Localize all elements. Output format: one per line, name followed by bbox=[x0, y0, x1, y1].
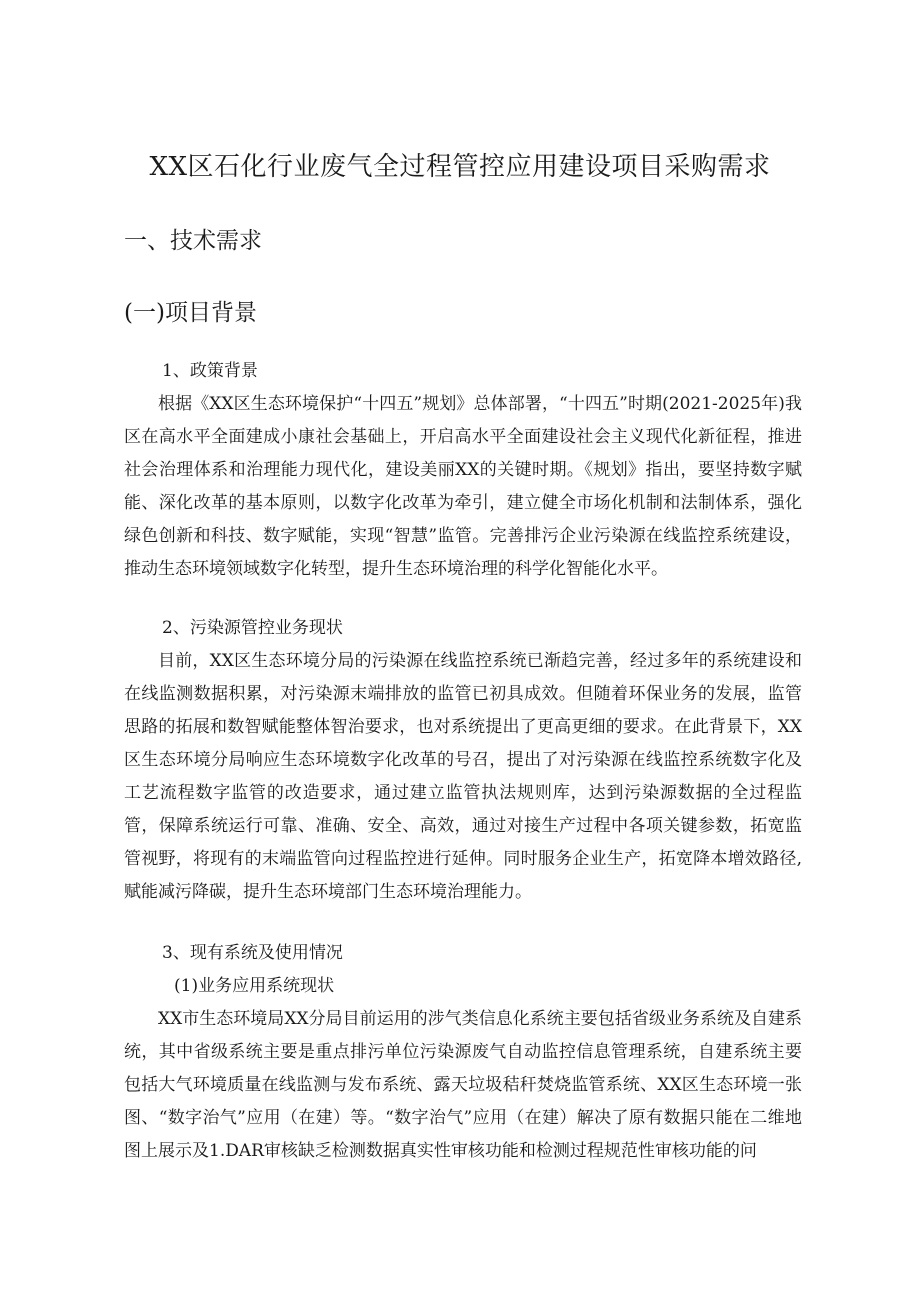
document-title: XX区石化行业废气全过程管控应用建设项目采购需求 bbox=[149, 152, 771, 182]
section-heading-technical-requirements: 一、技术需求 bbox=[124, 228, 262, 254]
item-heading-existing-systems: 3、现有系统及使用情况 bbox=[162, 943, 343, 963]
paragraph-existing-systems: XX市生态环境局XX分局目前运用的涉气类信息化系统主要包括省级业务系统及自建系统，其中省级系统主要是重点排污单位污染源废气自动监控信息管理系统，自建系统主要包括大气环境质量在线监测与发布系统、露天垃圾秸秆焚烧监管系统、XX区生态环境一张图、“数字治气”应用（在建）等。“数字治气”应用（在建）解决了原有数据只能在二维地图上展示及1.DAR审核缺乏检测数据真实性审核功能和检测过程规范性审核功能的问 bbox=[124, 1009, 802, 1161]
pollution-control-status-block bbox=[124, 612, 802, 909]
existing-systems-block bbox=[124, 937, 802, 1168]
policy-background-block bbox=[124, 355, 802, 586]
subitem-heading-business-systems: (1)业务应用系统现状 bbox=[174, 976, 335, 996]
item-heading-pollution-control-status: 2、污染源管控业务现状 bbox=[162, 618, 343, 638]
item-heading-policy-background: 1、政策背景 bbox=[162, 361, 258, 381]
paragraph-policy-background: 根据《XX区生态环境保护“十四五”规划》总体部署，“十四五”时期(2021-2025年)我区在高水平全面建成小康社会基础上，开启高水平全面建设社会主义现代化新征程，推进社会治理体系和治理能力现代化，建设美丽XX的关键时期。《规划》指出，要坚持数字赋能、深化改革的基本原则，以数字化改革为牵引，建立健全市场化机制和法制体系，强化绿色创新和科技、数字赋能，实现“智慧”监管。完善排污企业污染源在线监控系统建设，推动生态环境领域数字化转型，提升生态环境治理的科学化智能化水平。 bbox=[124, 394, 802, 579]
paragraph-pollution-control-status: 目前，XX区生态环境分局的污染源在线监控系统已渐趋完善，经过多年的系统建设和在线监测数据积累，对污染源末端排放的监管已初具成效。但随着环保业务的发展，监管思路的拓展和数智赋能整体智治要求，也对系统提出了更高更细的要求。在此背景下，XX区生态环境分局响应生态环境数字化改革的号召，提出了对污染源在线监控系统数字化及工艺流程数字监管的改造要求，通过建立监管执法规则库，达到污染源数据的全过程监管，保障系统运行可靠、准确、安全、高效，通过对接生产过程中各项关键参数，拓宽监管视野，将现有的末端监管向过程监控进行延伸。同时服务企业生产，拓宽降本增效路径,赋能减污降碳，提升生态环境部门生态环境治理能力。 bbox=[124, 651, 802, 902]
subsection-heading-project-background: (一)项目背景 bbox=[124, 300, 257, 326]
